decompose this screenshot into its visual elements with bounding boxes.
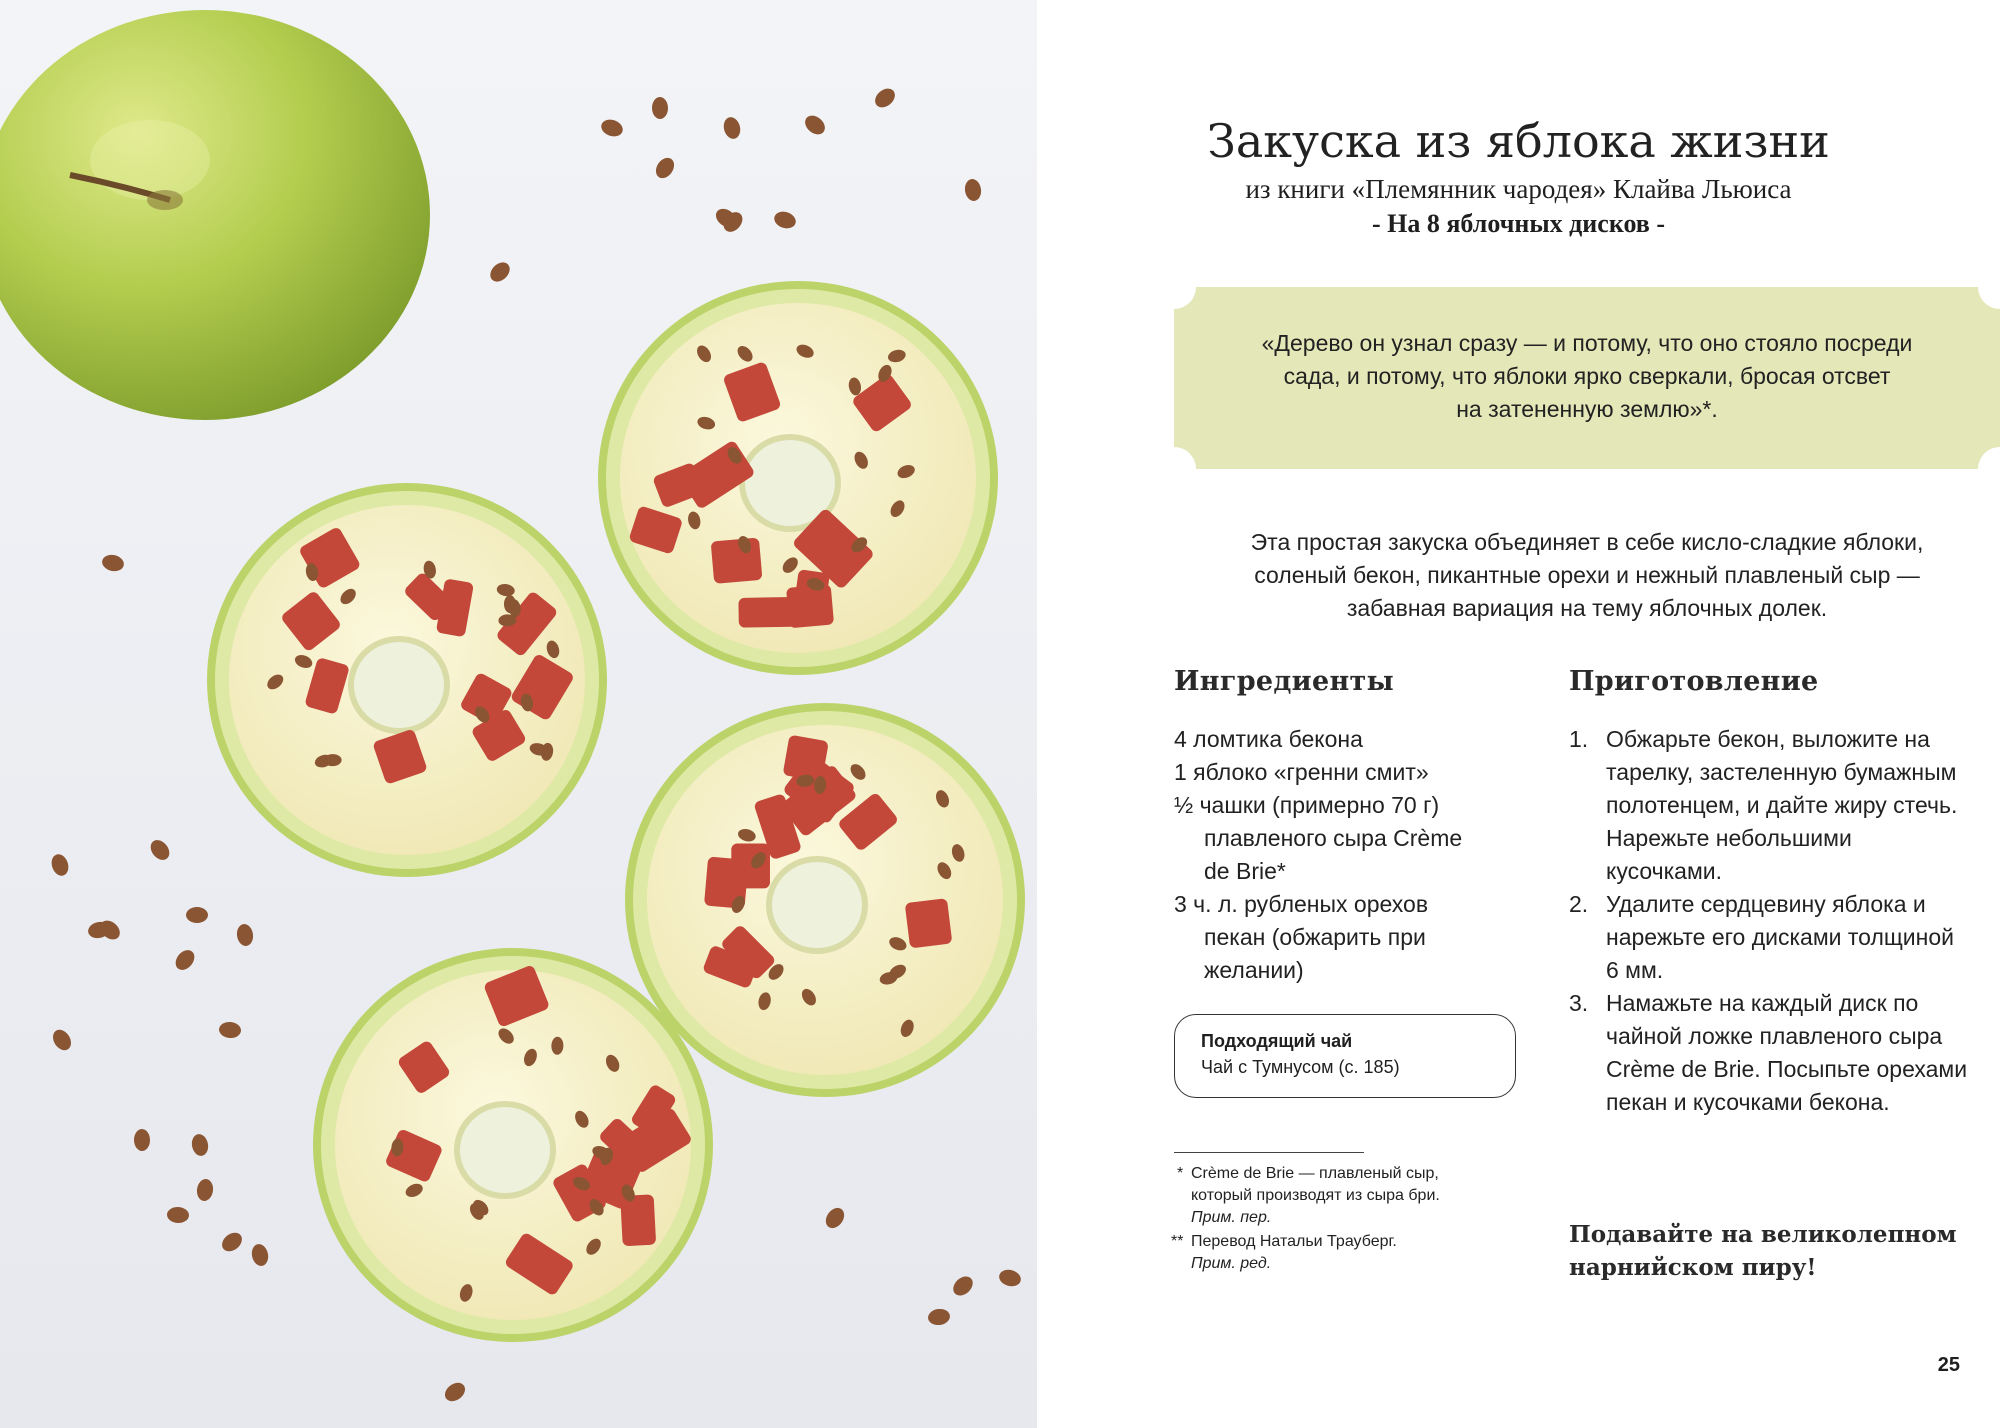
ingredients-heading: Ингредиенты: [1174, 666, 1394, 697]
ingredient-item: 3 ч. л. рубленых орехов пекан (обжарить при желании): [1174, 891, 1429, 983]
ingredient-item: 4 ломтика бекона: [1174, 726, 1363, 752]
recipe-source: из книги «Племянник чародея» Клайва Льюиса: [1245, 174, 1792, 204]
tea-pairing-title: Подходящий чай: [1201, 1031, 1353, 1051]
apple-slice: [313, 948, 713, 1342]
step-item: 2. Удалите сердцевину яблока и нарежьте его дисками толщиной 6 мм.: [1569, 891, 1954, 983]
step-item: 3. Намажьте на каждый диск по чайной ложке плавленого сыра Crème de Brie. Посыпьте орехами пекан и кусочками бекона.: [1569, 990, 1968, 1115]
recipe-page: [1037, 0, 2000, 1428]
tea-pairing-text: Чай с Тумнусом (с. 185): [1201, 1057, 1400, 1077]
quote-text: «Дерево он узнал сразу — и потому, что оно стояло посреди сада, и потому, что яблоки ярко сверкали, бросая отсвет на затененную землю»*.: [1261, 330, 1913, 422]
footnote-divider: [1174, 1152, 1364, 1153]
apple-slice: [207, 483, 607, 877]
preparation-heading: Приготовление: [1569, 666, 1819, 697]
intro-text: Эта простая закуска объединяет в себе кисло-сладкие яблоки, соленый бекон, пикантные орехи и нежный плавленый сыр — забавная вариация на тему яблочных долек.: [1250, 529, 1924, 621]
bacon-piece: [731, 843, 770, 888]
pecan-piece: [186, 907, 208, 923]
step-item: 1. Обжарьте бекон, выложите на тарелку, застеленную бумажным полотенцем, и дайте жиру стечь. Нарежьте небольшими кусочками.: [1569, 726, 1958, 884]
whole-apple: [0, 10, 430, 420]
footnote-2: ** Перевод Натальи Трауберг. Прим. ред.: [1171, 1233, 1397, 1272]
ingredient-item: 1 яблоко «гренни смит»: [1174, 759, 1429, 785]
apple-slice: [625, 703, 1025, 1097]
bacon-piece: [711, 537, 763, 583]
footnote-1: * Crème de Brie — плавленый сыр, который производят из сыра бри. Прим. пер.: [1177, 1165, 1440, 1226]
serving-note: Подавайте на великолепном нарнийском пиру!: [1569, 1221, 1957, 1281]
preparation-steps: [1569, 723, 1969, 1119]
bacon-piece: [905, 898, 953, 948]
apple-slice: [598, 281, 998, 675]
recipe-title: Закуска из яблока жизни: [1207, 114, 1830, 168]
ingredient-item: ½ чашки (примерно 70 г) плавленого сыра Crème de Brie*: [1174, 792, 1463, 884]
ingredients-list: [1174, 723, 1474, 987]
tea-pairing-box: [1174, 1014, 1516, 1098]
recipe-yield: - На 8 яблочных дисков -: [1371, 209, 1666, 238]
page-number: 25: [1937, 1354, 1960, 1376]
